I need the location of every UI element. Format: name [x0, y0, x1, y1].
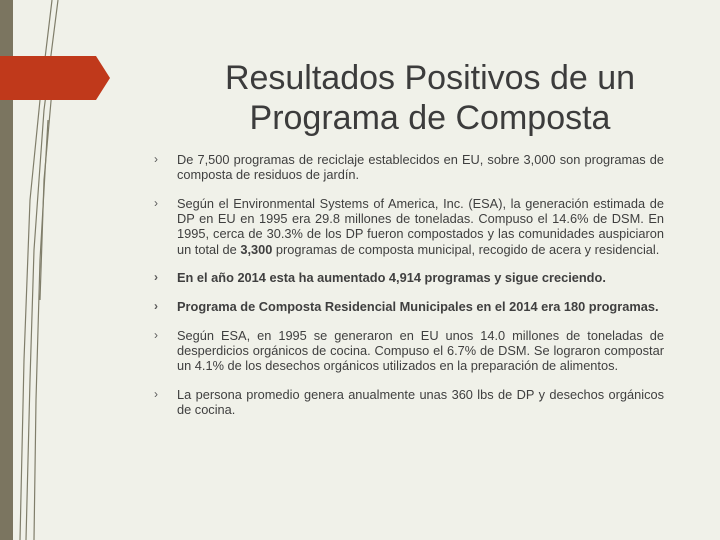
bullet-text: De 7,500 programas de reciclaje establecidos en EU, sobre 3,000 son programas de composta de residuos de jardín.: [177, 152, 664, 183]
chevron-right-icon: ›: [154, 298, 158, 313]
bullet-text: La persona promedio genera anualmente unas 360 lbs de DP y desechos orgánicos de cocina.: [177, 386, 664, 417]
bullet-item: [152, 270, 664, 285]
bullet-item: [152, 152, 664, 182]
bullet-list: [152, 152, 664, 431]
chevron-right-icon: ›: [154, 152, 158, 166]
chevron-right-icon: ›: [154, 327, 158, 342]
slide-title-line2: Programa de Composta: [249, 99, 611, 137]
bullet-text-pre: Según el Environmental Systems of America, Inc. (ESA), la generación estimada de DP en EU en 1995 era 29.8 millones de toneladas. Compuso el 14.6% de DSM. En 1995, cerca de 30.3% de los DP fueron compostados y las comunidades auspiciaron un total de: [177, 195, 664, 257]
bullet-text-highlight: 3,300: [240, 241, 273, 257]
slide-title-line1: Resultados Positivos de un: [224, 59, 636, 97]
bullet-text: Programa de Composta Residencial Municipales en el 2014 era 180 programas.: [177, 298, 659, 314]
chevron-right-icon: ›: [154, 270, 158, 285]
bullet-item: [152, 196, 664, 257]
chevron-right-icon: ›: [154, 195, 158, 210]
slide-title: [150, 58, 710, 138]
bullet-item: [152, 387, 664, 417]
bullet-item: [152, 328, 664, 374]
red-title-tab: [0, 56, 110, 100]
bullet-item: [152, 299, 664, 314]
bullet-text-post: programas de composta municipal, recogido de acera y residencial.: [272, 241, 660, 257]
bullet-text: En el año 2014 esta ha aumentado 4,914 programas y sigue creciendo.: [177, 270, 606, 286]
bullet-text: Según ESA, en 1995 se generaron en EU unos 14.0 millones de toneladas de desperdicios orgánicos de cocina. Compuso el 6.7% de DSM. Se lograron compostar un 4.1% de los desechos orgánicos utilizados en la preparación de alimentos.: [177, 327, 664, 374]
chevron-right-icon: ›: [154, 386, 158, 401]
